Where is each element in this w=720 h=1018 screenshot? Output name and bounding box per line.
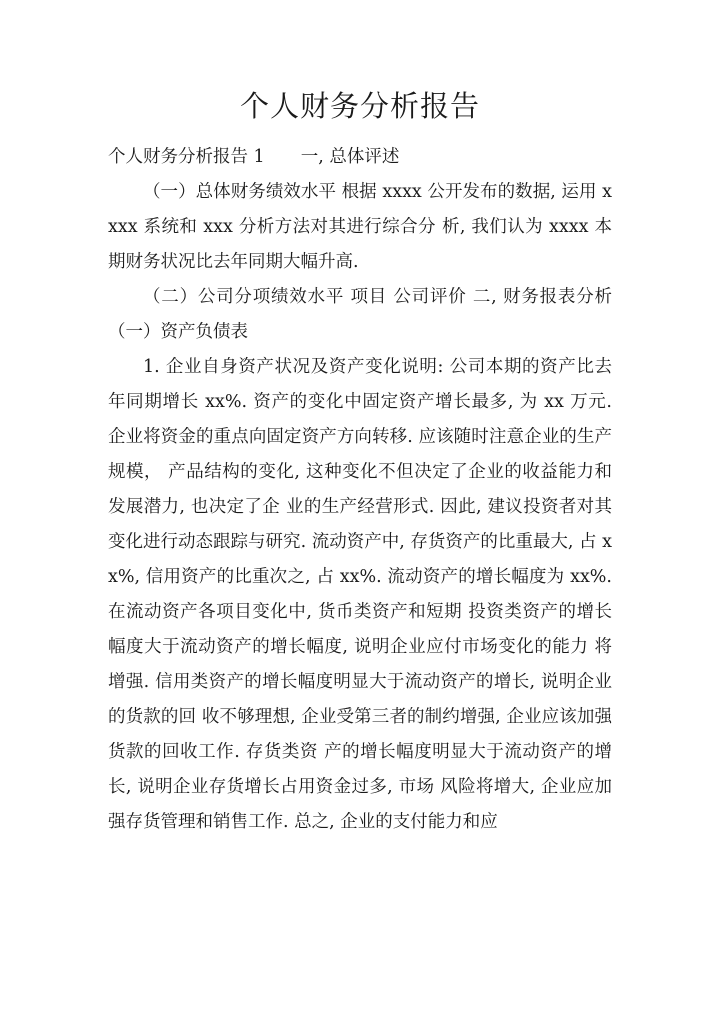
paragraph-asset-analysis: 1. 企业自身资产状况及资产变化说明: 公司本期的资产比去年同期增长 xx%. 资产的变化中固定资产增长最多, 为 xx 万元. 企业将资金的重点向固定资产方向转移. 应该随时注意企业的生产规模， 产品结构的变化, 这种变化不但决定了企业的收益能力和发展潜力, 也决定了企 业的生产经营形式. 因此, 建议投资者对其变化进行动态跟踪与研究. 流动资产中, 存货资产的比重最大, 占 xx%, 信用资产的比重次之, 占 xx%. 流动资产的增长幅度为 xx%. 在流动资产各项目变化中, 货币类资产和短期 投资类资产的增长幅度大于流动资产的增长幅度, 说明企业应付市场变化的能力 将增强. 信用类资产的增长幅度明显大于流动资产的增长, 说明企业的货款的回 收不够理想, 企业受第三者的制约增强, 企业应该加强货款的回收工作. 存货类资 产的增长幅度明显大于流动资产的增长, 说明企业存货增长占用资金过多, 市场 风险将增大, 企业应加强存货管理和销售工作. 总之, 企业的支付能力和应	[108, 357, 612, 832]
lead-label: 个人财务分析报告 1	[108, 147, 265, 167]
lead-text: 一, 总体评述	[300, 147, 400, 167]
document-title: 个人财务分析报告	[239, 89, 480, 123]
paragraph-overall-performance: （一）总体财务绩效水平 根据 xxxx 公开发布的数据, 运用 xxxx 系统和 xxx 分析方法对其进行综合分 析, 我们认为 xxxx 本期财务状况比去年同期大幅升高.	[108, 182, 612, 272]
document-body	[108, 140, 612, 840]
lead-paragraph	[108, 140, 612, 175]
paragraph-itemized-performance: （二）公司分项绩效水平 项目 公司评价 二, 财务报表分析（一）资产负债表	[108, 287, 612, 342]
